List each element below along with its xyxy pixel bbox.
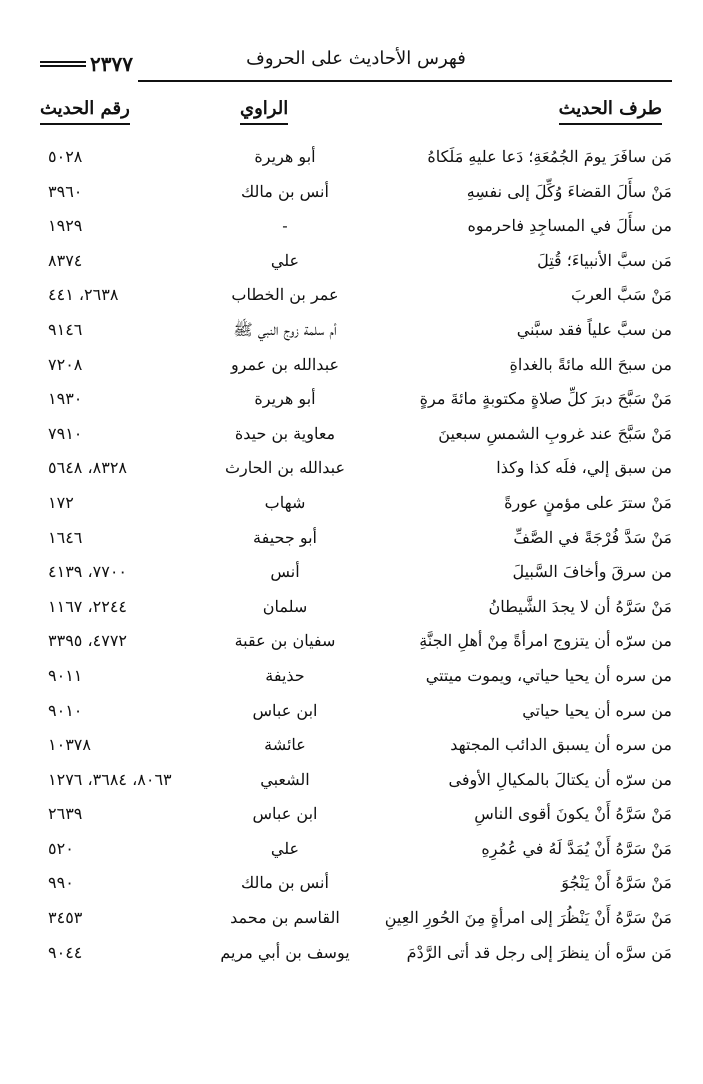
narrator: ابن عباس (252, 804, 318, 824)
narrator: معاوية بن حيدة (234, 423, 336, 443)
hadith-beginning: مَن سبَّ الأنبياءَ؛ قُتِلَ (537, 250, 672, 270)
list-item (40, 489, 672, 524)
hadith-beginning: مَنْ سَرَّهُ أَنْ يُمَدَّ لَهُ في عُمُرِهِ (481, 838, 672, 858)
hadith-beginning: مَنْ سأَلَ القضاءَ وُكِّلَ إلى نفسِهِ (466, 181, 672, 201)
hadith-beginning: من سبق إلي، فلَه كذا وكذا (496, 458, 672, 478)
list-item (40, 939, 672, 974)
hadith-beginning: مَنْ سَرَّهُ أَنْ يَنْجُوَ (561, 873, 672, 893)
heading-hadith-beginning: طرف الحديث (559, 98, 662, 125)
list-item (40, 731, 672, 766)
hadith-number: ٩٠١٠ (48, 700, 83, 720)
hadith-index-list (40, 143, 672, 973)
hadith-beginning: من سرّه أن يتزوج امرأةً مِنْ أهلِ الجنَّةِ (419, 631, 672, 651)
hadith-number: ٢٦٣٨، ٤٤١ (48, 285, 119, 305)
hadith-beginning: من سرّه أن يكتالَ بالمكيالِ الأوفى (448, 769, 672, 789)
list-item (40, 385, 672, 420)
narrator: سلمان (262, 596, 308, 616)
narrator: أبو هريرة (254, 147, 316, 166)
hadith-beginning: مَنْ سَرَّهُ أن لا يجدَ الشَّيطانُ (488, 596, 672, 616)
hadith-beginning: مَنْ سَدَّ فُرْجَةً في الصَّفِّ (513, 527, 672, 547)
hadith-number: ١٩٢٩ (48, 216, 83, 236)
hadith-beginning: مَن سافَرَ يومَ الجُمُعَةِ؛ دَعا عليهِ مَلَكاهُ (427, 147, 672, 166)
hadith-number: ٣٩٦٠ (48, 181, 83, 201)
narrator: عبدالله بن الحارث (224, 458, 346, 478)
hadith-number: ٥٢٠ (48, 838, 74, 858)
list-item (40, 904, 672, 939)
page-number-rule (40, 61, 86, 67)
list-item (40, 869, 672, 904)
narrator: الشعبي (260, 769, 310, 789)
narrator: أنس بن مالك (241, 181, 329, 201)
hadith-beginning: من سره أن يسبق الدائب المجتهد (450, 735, 672, 755)
hadith-number: ١٩٣٠ (48, 389, 83, 409)
list-item (40, 351, 672, 386)
narrator: سفيان بن عقبة (234, 631, 336, 651)
hadith-number: ٩١٤٦ (48, 319, 83, 339)
heading-hadith-number: رقم الحديث (40, 98, 130, 125)
hadith-beginning: مَنْ سَبَّ العربَ (571, 285, 672, 305)
narrator: أنس بن مالك (241, 873, 329, 893)
page-number-block (40, 50, 137, 78)
list-item (40, 178, 672, 213)
list-item (40, 593, 672, 628)
hadith-number: ١٧٢ (48, 492, 74, 512)
hadith-beginning: مَنْ سَرَّهُ أَنْ يَنْظُرَ إلى امرأةٍ مِنَ الحُورِ العِينِ (384, 908, 672, 928)
list-item (40, 454, 672, 489)
list-item (40, 766, 672, 801)
header-rule (138, 80, 672, 82)
hadith-beginning: مَن سرَّه أن ينظرَ إلى رجل قد أتى الرَّدْمَ (406, 942, 672, 962)
heading-narrator: الراوي (240, 98, 288, 125)
hadith-number: ٢٢٤٤، ١١٦٧ (48, 596, 127, 616)
hadith-number: ٨٠٦٣، ٣٦٨٤، ١٢٧٦ (48, 769, 172, 789)
hadith-number: ٤٧٧٢، ٣٣٩٥ (48, 631, 127, 651)
hadith-number: ٧٩١٠ (48, 423, 83, 443)
hadith-beginning: من سره أن يحيا حياتي، ويموت ميتتي (425, 665, 672, 685)
list-item (40, 143, 672, 178)
list-item (40, 420, 672, 455)
hadith-number: ٨٣٧٤ (48, 250, 83, 270)
list-item (40, 281, 672, 316)
hadith-number: ٨٣٢٨، ٥٦٤٨ (48, 458, 127, 478)
list-item (40, 247, 672, 282)
hadith-number: ١٠٣٧٨ (48, 735, 91, 755)
hadith-number: ٧٧٠٠، ٤١٣٩ (48, 562, 127, 582)
narrator: أم سلمة زوج النبي ﷺ (233, 319, 337, 339)
narrator: - (282, 216, 288, 236)
narrator: عائشة (264, 735, 306, 755)
hadith-number: ٩٠٤٤ (48, 942, 83, 962)
column-headings (40, 98, 672, 138)
narrator: شهاب (264, 492, 306, 512)
list-item (40, 212, 672, 247)
list-item (40, 558, 672, 593)
hadith-beginning: مَنْ سترَ على مؤمنٍ عورةً (504, 492, 672, 512)
list-item (40, 316, 672, 351)
narrator: حذيفة (265, 665, 305, 685)
hadith-number: ٧٢٠٨ (48, 354, 83, 374)
narrator: القاسم بن محمد (230, 908, 340, 928)
list-item (40, 835, 672, 870)
hadith-number: ٥٠٢٨ (48, 147, 83, 166)
narrator: ابن عباس (252, 700, 318, 720)
list-item (40, 662, 672, 697)
hadith-beginning: من سأَلَ في المساجِدِ فاحرموه (467, 216, 672, 236)
hadith-beginning: مَنْ سَبَّحَ عند غروبِ الشمسِ سبعينَ (438, 423, 672, 443)
hadith-number: ٢٦٣٩ (48, 804, 83, 824)
narrator: علي (270, 250, 300, 270)
hadith-beginning: من سرقَ وأخافَ السَّبيلَ (512, 562, 672, 582)
hadith-number: ٩٠١١ (48, 665, 83, 685)
list-item (40, 800, 672, 835)
list-item (40, 697, 672, 732)
page-number: ٢٣٧٧ (90, 52, 133, 76)
narrator: أبو هريرة (254, 389, 316, 409)
hadith-number: ١٦٤٦ (48, 527, 83, 547)
narrator: علي (270, 838, 300, 858)
hadith-number: ٣٤٥٣ (48, 908, 83, 928)
hadith-beginning: مَنْ سَرَّهُ أَنْ يكونَ أقوى الناسِ (474, 804, 672, 824)
hadith-beginning: من سره أن يحيا حياتي (522, 700, 672, 720)
narrator: أبو جحيفة (253, 527, 317, 547)
hadith-beginning: من سبحَ الله مائةً بالغداةِ (509, 354, 672, 374)
page-header (40, 42, 672, 82)
list-item (40, 627, 672, 662)
list-item (40, 524, 672, 559)
running-title: فهرس الأحاديث على الحروف (246, 48, 466, 69)
narrator: عبدالله بن عمرو (230, 354, 340, 374)
hadith-beginning: مَنْ سَبَّحَ دبرَ كلِّ صلاةٍ مكتوبةٍ مائةَ مرةٍ (419, 389, 672, 409)
narrator: عمر بن الخطاب (231, 285, 339, 305)
hadith-number: ٩٩٠ (48, 873, 74, 893)
narrator: أنس (270, 562, 300, 582)
narrator: يوسف بن أبي مريم (220, 942, 350, 962)
hadith-beginning: من سبَّ علياً فقد سبَّني (516, 319, 672, 339)
